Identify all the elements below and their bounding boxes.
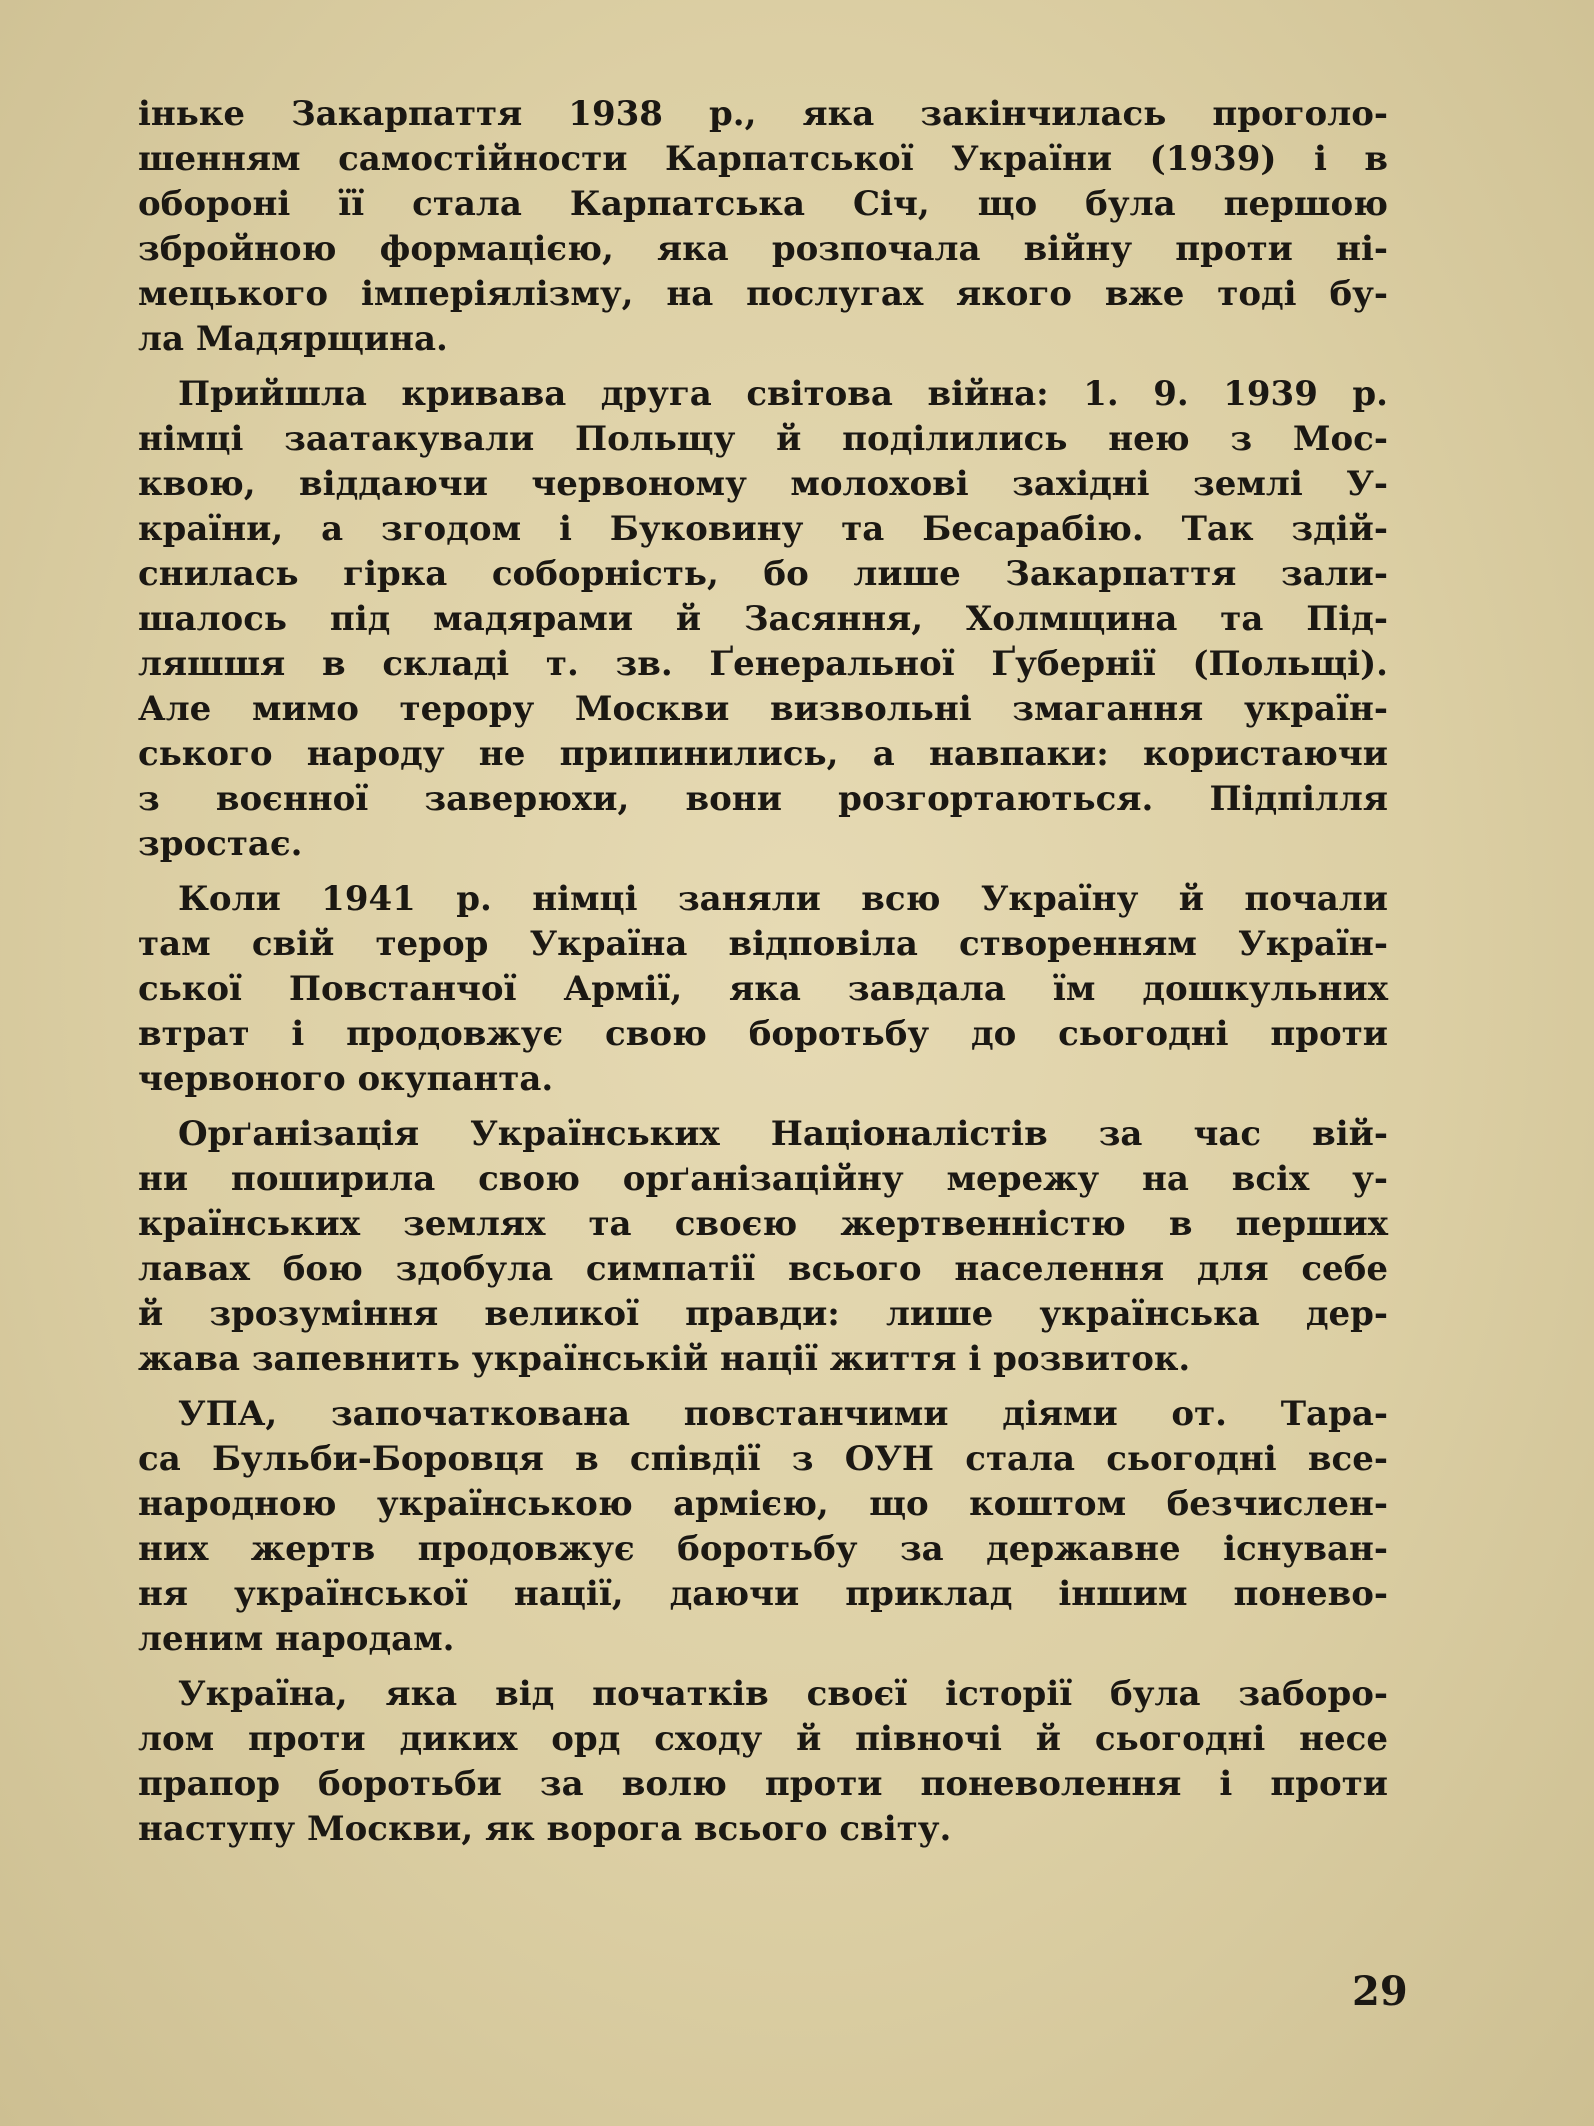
paragraph-2 <box>138 372 1388 867</box>
text-line: ни поширила свою орґанізаційну мережу на всіх у- <box>138 1159 1388 1199</box>
text-line: країнських землях та своєю жертвенністю в перших <box>138 1204 1388 1244</box>
text-line: мецького імперіялізму, на послугах якого вже тоді бу- <box>138 274 1388 314</box>
text-line: жава запевнить українській нації життя і розвиток. <box>138 1339 1191 1379</box>
text-line: втрат і продовжує свою боротьбу до сьогодні проти <box>138 1014 1388 1054</box>
text-line: Орґанізація Українських Націоналістів за час вій- <box>178 1114 1388 1154</box>
text-line: них жертв продовжує боротьбу за державне існуван- <box>138 1529 1388 1569</box>
text-line: обороні її стала Карпатська Січ, що була першою <box>138 184 1388 224</box>
body-text <box>138 92 1388 1862</box>
text-line: іньке Закарпаття 1938 р., яка закінчилась проголо- <box>138 94 1388 134</box>
paragraph-4 <box>138 1112 1388 1382</box>
text-line: червоного окупанта. <box>138 1059 554 1099</box>
text-line: збройною формацією, яка розпочала війну проти ні- <box>138 229 1388 269</box>
text-line: країни, а згодом і Буковину та Бесарабію. Так здій- <box>138 509 1388 549</box>
text-line: Україна, яка від початків своєї історії була заборо- <box>178 1674 1388 1714</box>
text-line: лом проти диких орд сходу й півночі й сьогодні несе <box>138 1719 1388 1759</box>
text-line: леним народам. <box>138 1619 455 1659</box>
text-line: Але мимо терору Москви визвольні змагання україн- <box>138 689 1388 729</box>
text-line: ського народу не припинились, а навпаки: користаючи <box>138 734 1388 774</box>
text-line: шалось під мадярами й Засяння, Холмщина та Під- <box>138 599 1388 639</box>
text-line: са Бульби-Боровця в співдії з ОУН стала сьогодні все- <box>138 1439 1388 1479</box>
text-line: Коли 1941 р. німці заняли всю Україну й почали <box>178 879 1388 919</box>
text-line: зростає. <box>138 824 303 864</box>
text-line: квою, віддаючи червоному молохові західні землі У- <box>138 464 1388 504</box>
text-line: Прийшла кривава друга світова війна: 1. 9. 1939 р. <box>178 374 1388 414</box>
text-line: й зрозуміння великої правди: лише українська дер- <box>138 1294 1388 1334</box>
paragraph-3 <box>138 877 1388 1102</box>
text-line: ської Повстанчої Армії, яка завдала їм дошкульних <box>138 969 1388 1009</box>
page-number: 29 <box>1352 1968 1408 2015</box>
paragraph-5 <box>138 1392 1388 1662</box>
text-line: ня української нації, даючи приклад іншим понево- <box>138 1574 1388 1614</box>
text-line: з воєнної заверюхи, вони розгортаються. Підпілля <box>138 779 1388 819</box>
text-line: народною українською армією, що коштом безчислен- <box>138 1484 1388 1524</box>
paragraph-6 <box>138 1672 1388 1852</box>
text-line: прапор боротьби за волю проти поневолення і проти <box>138 1764 1388 1804</box>
text-line: снилась гірка соборність, бо лише Закарпаття зали- <box>138 554 1388 594</box>
text-line: УПА, започаткована повстанчими діями от. Тара- <box>178 1394 1388 1434</box>
text-line: там свій терор Україна відповіла створенням Україн- <box>138 924 1388 964</box>
text-line: німці заатакували Польщу й поділились нею з Мос- <box>138 419 1388 459</box>
paragraph-1 <box>138 92 1388 362</box>
text-line: ляшшя в складі т. зв. Ґенеральної Ґубернії (Польщі). <box>138 644 1388 684</box>
text-line: ла Мадярщина. <box>138 319 448 359</box>
text-line: лавах бою здобула симпатії всього населення для себе <box>138 1249 1388 1289</box>
text-line: наступу Москви, як ворога всього світу. <box>138 1809 952 1849</box>
text-line: шенням самостійности Карпатської України (1939) і в <box>138 139 1388 179</box>
